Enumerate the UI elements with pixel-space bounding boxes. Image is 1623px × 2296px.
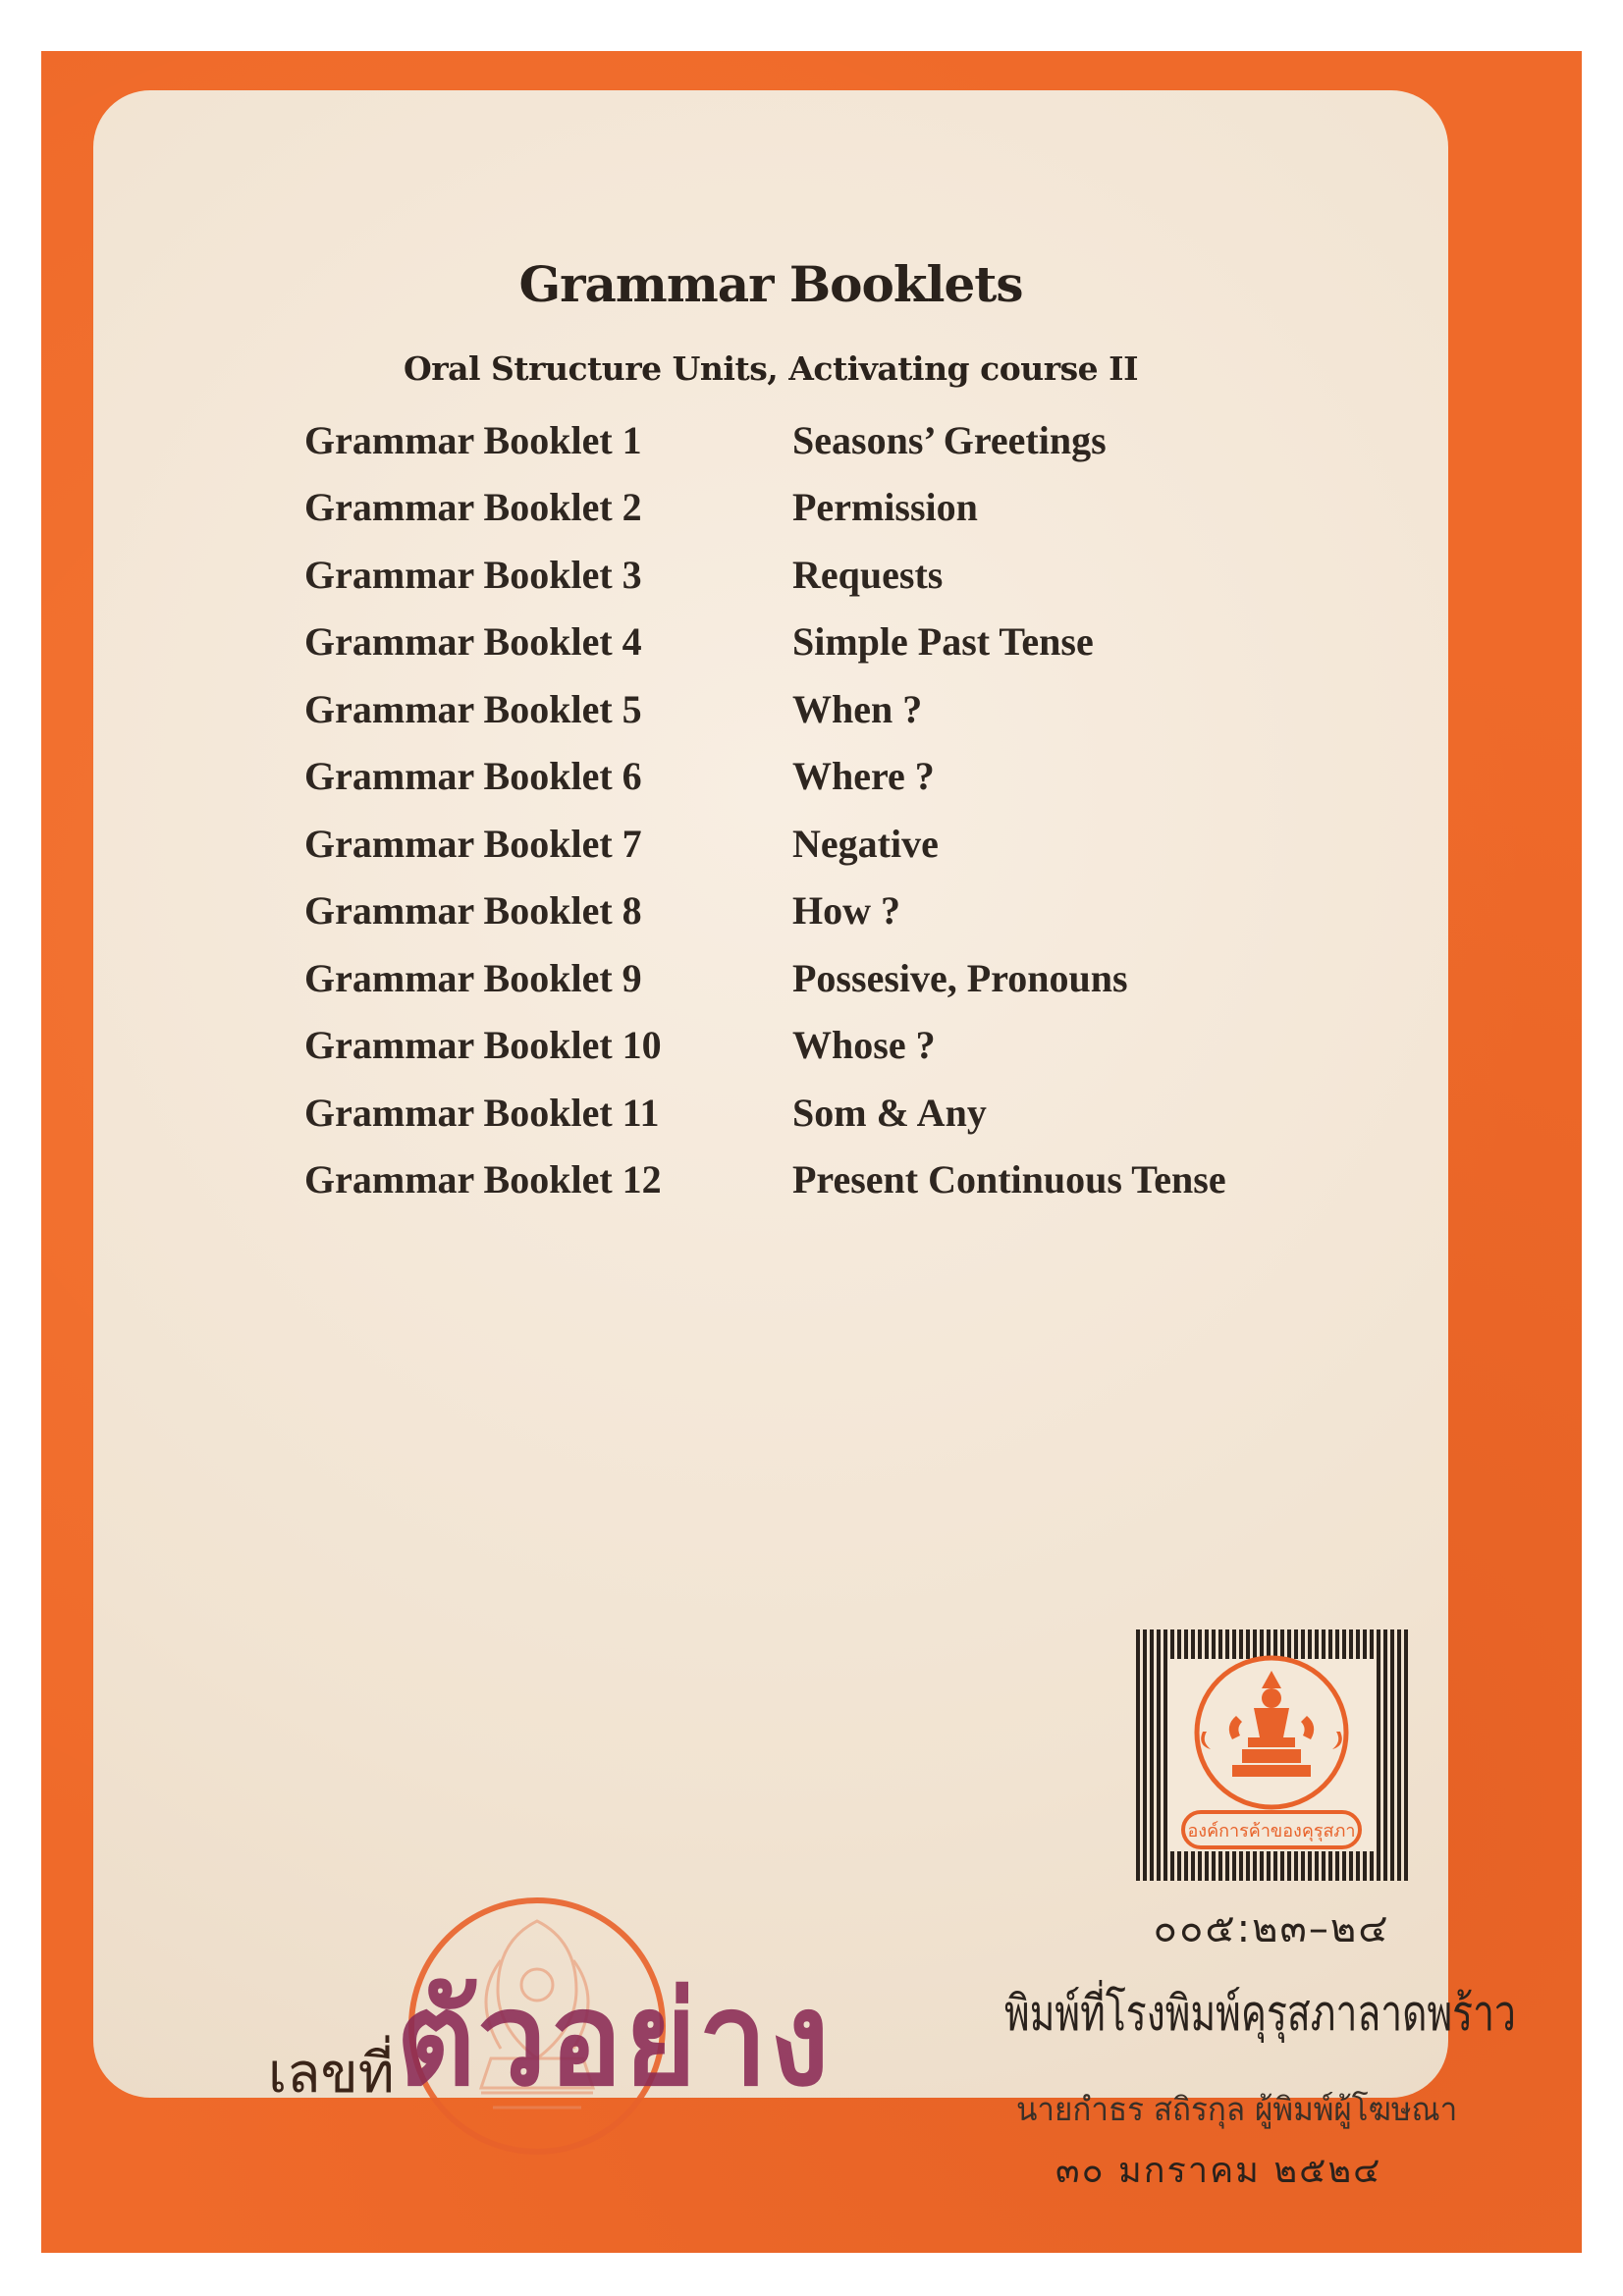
list-item <box>304 1147 1384 1214</box>
list-item <box>304 944 1384 1012</box>
publisher-line: นายกำธร สถิรกุล ผู้พิมพ์ผู้โฆษณา <box>1016 2090 1458 2128</box>
list-item <box>304 675 1384 743</box>
list-item <box>304 743 1384 811</box>
kurusapha-emblem-icon <box>1134 1629 1409 1881</box>
booklet-number: Grammar Booklet 1 <box>304 417 642 462</box>
booklet-number: Grammar Booklet 5 <box>304 686 642 731</box>
list-item <box>304 541 1384 609</box>
booklet-topic: Present Continuous Tense <box>792 1157 1226 1202</box>
booklet-number: Grammar Booklet 6 <box>304 754 642 799</box>
booklet-number: Grammar Booklet 10 <box>304 1023 662 1068</box>
page-title: Grammar Booklets <box>518 255 1023 313</box>
page-subtitle: Oral Structure Units, Activating course II <box>403 349 1139 388</box>
content-panel <box>93 90 1516 2191</box>
booklet-list <box>304 406 1384 1213</box>
booklet-topic: When ? <box>792 686 923 731</box>
list-item <box>304 1012 1384 1080</box>
printer-name: พิมพ์ที่โรงพิมพ์คุรุสภาลาดพร้าว <box>1004 1985 1516 2042</box>
print-date: ๓๐ มกราคม ๒๕๒๔ <box>1055 2151 1382 2191</box>
booklet-topic: Whose ? <box>792 1023 936 1068</box>
list-item <box>304 810 1384 878</box>
booklet-number: Grammar Booklet 7 <box>304 821 642 866</box>
list-item <box>304 609 1384 676</box>
list-item <box>304 1079 1384 1147</box>
booklet-number: Grammar Booklet 11 <box>304 1090 660 1135</box>
booklet-topic: Som & Any <box>792 1090 987 1135</box>
list-item <box>304 474 1384 542</box>
booklet-number: Grammar Booklet 3 <box>304 552 642 597</box>
booklet-number: Grammar Booklet 2 <box>304 485 642 530</box>
booklet-topic: Requests <box>792 552 944 597</box>
list-item <box>304 406 1384 474</box>
booklet-topic: How ? <box>792 888 900 934</box>
booklet-number: Grammar Booklet 9 <box>304 955 642 1000</box>
booklet-number: Grammar Booklet 4 <box>304 619 642 665</box>
booklet-number: Grammar Booklet 12 <box>304 1157 662 1202</box>
booklet-topic: Negative <box>792 821 939 866</box>
booklet-topic: Where ? <box>792 754 935 799</box>
booklet-topic: Simple Past Tense <box>792 619 1094 665</box>
sample-stamp: ตัวอย่าง <box>396 1964 832 2115</box>
booklet-topic: Permission <box>792 485 978 530</box>
catalog-code: ๐๐๕:๒๓–๒๔ <box>1153 1906 1390 1951</box>
booklet-topic: Possesive, Pronouns <box>792 955 1128 1000</box>
logo-text: องค์การค้าของคุรุสภา <box>1187 1821 1356 1842</box>
serial-number-label: เลขที่ <box>268 2042 395 2106</box>
booklet-number: Grammar Booklet 8 <box>304 888 642 934</box>
booklet-topic: Seasons’ Greetings <box>792 417 1107 462</box>
list-item <box>304 878 1384 945</box>
